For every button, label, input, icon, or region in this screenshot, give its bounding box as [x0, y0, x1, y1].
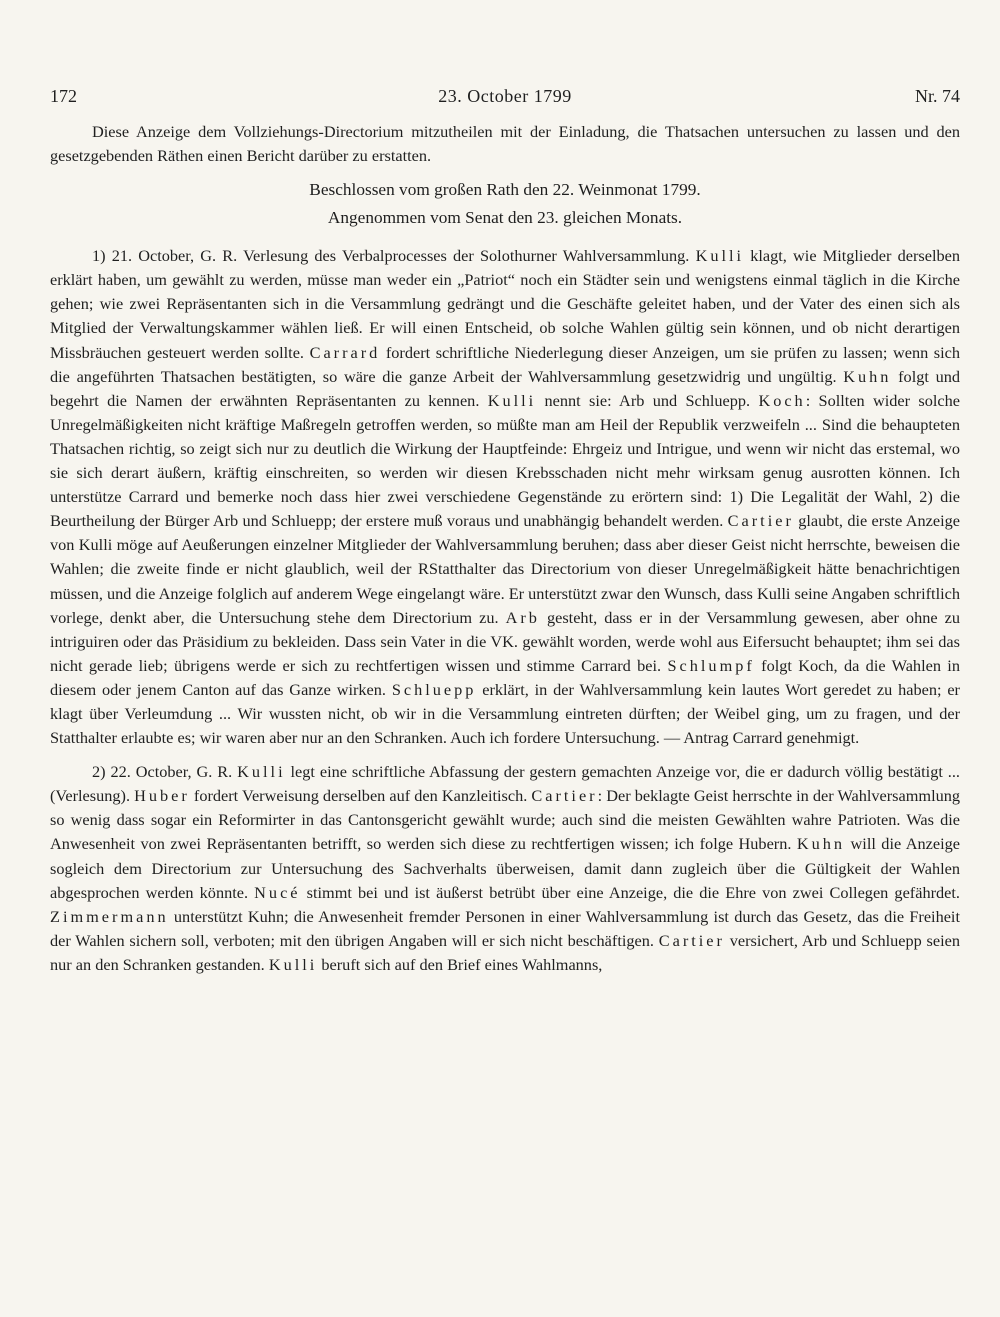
speaker-name: Huber [134, 786, 190, 806]
speech-text: beruft sich auf den Brief eines Wahlmanns, [321, 954, 603, 974]
speech-text: folgt und begehrt die Namen der erwähnten Repräsentanten zu kennen. [50, 366, 960, 410]
speaker-name: Zimmermann [50, 906, 169, 926]
speaker-name: Kulli [695, 246, 745, 266]
header-date: 23. October 1799 [438, 86, 572, 106]
speech-text: : Sollten wider solche Unregelmäßigkeiten nicht kräftige Maßregeln getroffen werden, so müßte man am Heil der Republik verzweifeln ... Sind die behaupteten Thatsachen richtig, so zeigt sich nur zu deutlich die Wirkung der Hauptfeinde: Ehrgeiz und Intrigue, und wenn wir nicht das erstemal, wo sie sich derart äußern, kräftig einschreiten, so werden wir diesen Krebsschaden nicht mehr wirksam genug ausrotten können. Ich unterstütze Carrard und bemerke noch dass hier zwei verschiedene Gegenstände zu erörtern sind: 1) Die Legalität der Wahl, 2) die Beurtheilung der Bürger Arb und Schluepp; der erstere muß voraus und unabhängig behandelt werden. [50, 390, 960, 531]
speaker-name: Cartier [531, 786, 598, 806]
speaker-name: Kuhn [843, 366, 892, 386]
page-number: 172 [50, 86, 77, 106]
speech-text: glaubt, die erste Anzeige von Kulli möge auf Aeußerungen einzelner Mitglieder der Wahlversammlung beruhen; dass aber dieser Geist nicht herrschte, beweisen die Wahlen; die zweite finde er nicht glaublich, weil der RStatthalter das Directorium von dieser Unregelmäßigkeit hätte benachrichtigen müssen, und die Anzeige folglich auf anderem Wege eingelangt wäre. Er unterstützt zwar den Wunsch, dass Kulli seine Angaben schriftlich vorlege, denkt aber, die Untersuchung stehe dem Directorium zu. [50, 511, 960, 627]
speech-text: gesteht, dass er in der Versammlung gewesen, aber ohne zu intriguiren oder das Präsidium zu bekleiden. Dass sein Vater in die VK. gewählt worden, werde wohl aus Eifersucht behauptet; ihm sei das nicht gerade lieb; übrigens werde er sich zu rechtfertigen wissen und stimme Carrard bei. [50, 607, 960, 675]
session-paragraph-2 [50, 760, 960, 977]
session-heading: 2) 22. October, G. R. [92, 762, 233, 782]
speaker-name: Kulli [237, 762, 286, 782]
running-header [50, 86, 960, 120]
speaker-name: Schlumpf [667, 655, 755, 675]
speech-text: stimmt bei und ist äußerst betrübt über eine Anzeige, die die Ehre von zwei Collegen gefährdet. [306, 882, 960, 902]
speech-text: fordert schriftliche Niederlegung dieser Anzeigen, um sie prüfen zu lassen; wenn sich die angeführten Thatsachen bestätigten, so wäre die ganze Arbeit der Wahlversammlung gesetzwidrig und ungültig. [50, 342, 961, 386]
session-heading: 1) 21. October, G. R. Verlesung des Verbalprocesses der Solothurner Wahlversammlung. [92, 246, 690, 266]
speaker-name: Kuhn [796, 834, 846, 854]
speech-text: nennt sie: Arb und Schluepp. [544, 390, 751, 410]
session-paragraph-1 [50, 244, 960, 750]
speaker-name: Kulli [487, 390, 537, 410]
document-number: Nr. 74 [915, 86, 960, 106]
speech-text: folgt Koch, da die Wahlen in diesem oder jenem Canton auf das Ganze wirken. [50, 655, 960, 699]
speech-text: unterstützt Kuhn; die Anwesenheit fremder Personen in einer Wahlversammlung ist durch das Gesetz, das die Freiheit der Wahlen sichern soll, verboten; mit den übrigen Angaben will er sich nicht beschäftigen. [50, 906, 960, 950]
speaker-name: Nucé [254, 882, 301, 902]
speaker-name: Kulli [268, 954, 318, 974]
speech-text: : Der beklagte Geist herrschte in der Wahlversammlung so wenig dass sogar ein Reformirter in das Cantonsgericht gewählt wurde; auch sind die meisten Gewählten wahre Patrioten. Was die Anwesenheit von zwei Repräsentanten betrifft, so werden sich diese zu rechtfertigen wissen; ich folge Hubern. [50, 786, 961, 854]
speaker-name: Carrard [309, 342, 381, 362]
body-text [50, 120, 960, 977]
intro-paragraph: Diese Anzeige dem Vollziehungs-Directorium mitzutheilen mit der Einladung, die Thatsachen untersuchen zu lassen und den gesetzgebenden Räthen einen Bericht darüber zu erstatten. [50, 122, 960, 166]
speech-text: legt eine schriftliche Abfassung der gestern gemachten Anzeige vor, die er dadurch völlig bestätigt ... (Verlesung). [50, 762, 960, 806]
speech-text: klagt, wie Mitglieder derselben erklärt haben, um gewählt zu werden, müsse man weder ein „Patriot“ noch ein Städter sein und wenigstens einmal täglich in die Kirche gehen; wie zwei Repräsentanten sich in die Versammlung gedrängt und die Geschäfte geleitet haben, und der Vater des einen sich als Mitglied der Verwaltungskammer wählen ließ. Er will einen Entscheid, ob solche Wahlen gültig sein können, und ob nicht derartigen Missbräuchen gesteuert werden sollte. [50, 246, 961, 362]
speaker-name: Schluepp [391, 679, 477, 699]
speaker-name: Cartier [727, 511, 794, 531]
speaker-name: Arb [505, 607, 540, 627]
resolution-line-1: Beschlossen vom großen Rath den 22. Weinmonat 1799. [309, 180, 701, 200]
speaker-name: Cartier [658, 930, 725, 950]
speech-text: versichert, Arb und Schluepp seien nur an den Schranken gestanden. [50, 930, 960, 974]
speech-text: erklärt, in der Wahlversammlung kein lautes Wort geredet zu haben; er klagt über Verleumdung ... Wir wussten nicht, ob wir in die Versammlung eintreten dürften; der Weibel ging, um zu fragen, und der Statthalter erlaubte es; wir waren aber nur an den Schranken. Auch ich fordere Untersuchung. — Antrag Carrard genehmigt. [50, 679, 960, 748]
speaker-name: Koch [758, 390, 806, 410]
resolution-line-2: Angenommen vom Senat den 23. gleichen Monats. [327, 208, 683, 228]
speech-text: fordert Verweisung derselben auf den Kanzleitisch. [193, 786, 528, 806]
speech-text: will die Anzeige sogleich dem Directorium zur Untersuchung des Sachverhalts überweisen, damit dann zugleich über die Gültigkeit der Wahlen abgesprochen werden könnte. [50, 834, 960, 902]
